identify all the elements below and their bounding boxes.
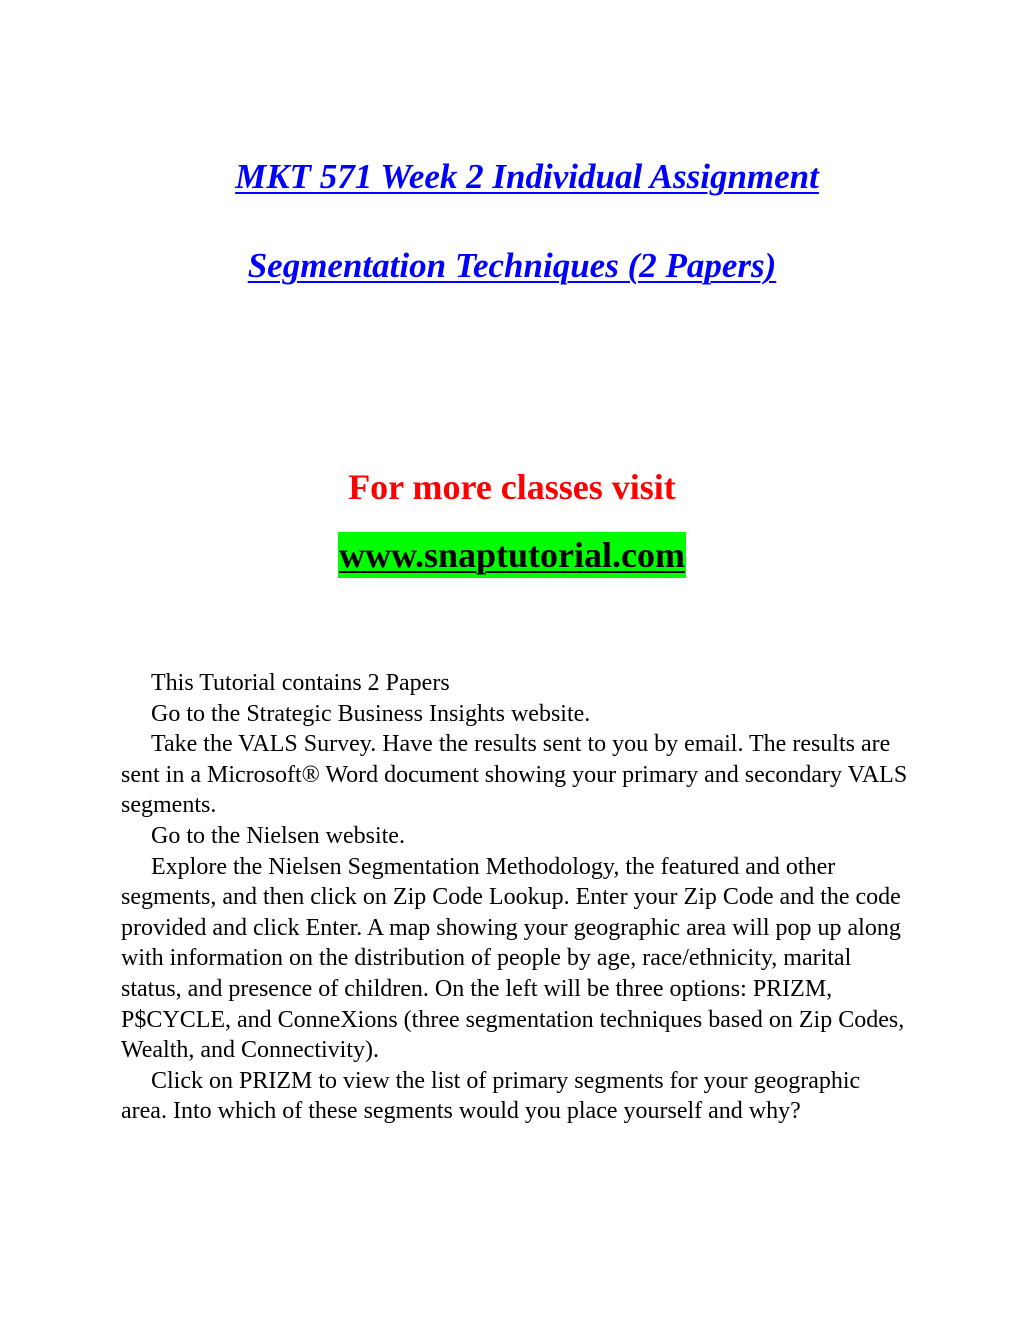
website-link-wrapper bbox=[0, 532, 1024, 578]
assignment-instructions bbox=[121, 668, 911, 1127]
paragraph-tutorial-contents: This Tutorial contains 2 Papers bbox=[151, 670, 450, 696]
paragraph-vals-survey: Take the VALS Survey. Have the results sent to you by email. The results are sent in a Microsoft® Word document showing your primary and secondary VALS segments. bbox=[121, 731, 908, 819]
paragraph-sbi-website: Go to the Strategic Business Insights website. bbox=[151, 700, 591, 727]
paragraph-prizm-question: Click on PRIZM to view the list of primary segments for your geographic area. Into which of these segments would you place yourself and why? bbox=[121, 1067, 861, 1125]
promo-text: For more classes visit bbox=[348, 467, 676, 507]
paragraph-nielsen-website: Go to the Nielsen website. bbox=[151, 822, 405, 849]
website-link[interactable]: www.snaptutorial.com bbox=[338, 532, 686, 578]
paragraph-nielsen-methodology: Explore the Nielsen Segmentation Methodology, the featured and other segments, and then click on Zip Code Lookup. Enter your Zip Code and the code provided and click Enter. A map showing your geographic area will pop up along with information on the distribution of people by age, race/ethnicity, marital status, and presence of children. On the left will be three options: PRIZM, P$CYCLE, and ConneXions (three segmentation techniques based on Zip Codes, Wealth, and Connectivity). bbox=[121, 853, 905, 1064]
title-link-line-1[interactable]: MKT 571 Week 2 Individual Assignment bbox=[235, 157, 819, 196]
title-link-line-2[interactable]: Segmentation Techniques (2 Papers) bbox=[247, 246, 777, 285]
